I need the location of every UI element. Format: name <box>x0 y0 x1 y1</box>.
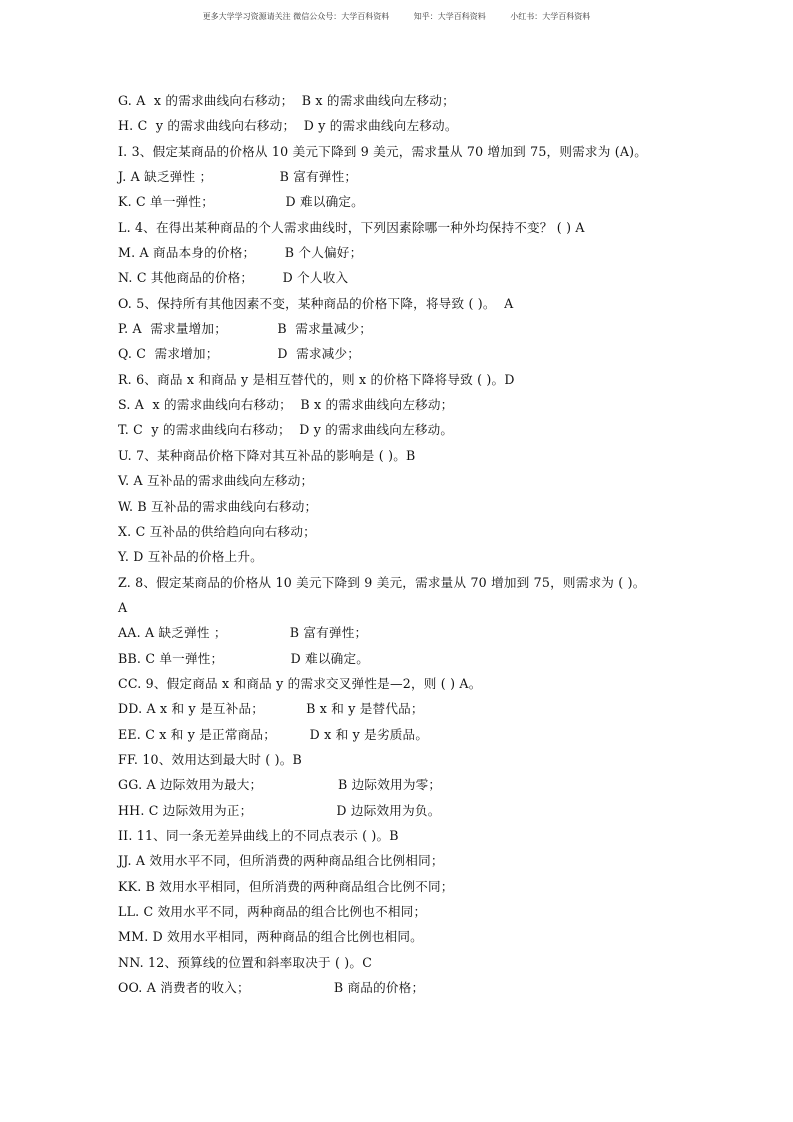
text-line: J. A 缺乏弹性 ； B 富有弹性； <box>118 169 358 185</box>
text-line: GG. A 边际效用为最大； B 边际效用为零； <box>118 777 442 793</box>
text-line: O. 5、保持所有其他因素不变，某种商品的价格下降，将导致 ( )。 A <box>118 295 514 311</box>
header-zhihu-text: 知乎：大学百科资料 <box>413 12 486 21</box>
text-line: BB. C 单一弹性； D 难以确定。 <box>118 650 370 666</box>
text-line: L. 4、在得出某种商品的个人需求曲线时，下列因素除哪一种外均保持不变？ ( ) A <box>118 219 585 235</box>
text-line: AA. A 缺乏弹性 ； B 富有弹性； <box>118 625 368 641</box>
text-line: T. C y 的需求曲线向右移动； D y 的需求曲线向左移动。 <box>118 422 454 438</box>
text-line: HH. C 边际效用为正； D 边际效用为负。 <box>118 802 441 818</box>
text-line: KK. B 效用水平相同，但所消费的两种商品组合比例不同； <box>118 878 454 894</box>
text-line: MM. D 效用水平相同，两种商品的组合比例也相同。 <box>118 929 423 945</box>
text-line: X. C 互补品的供给趋向向右移动； <box>118 523 316 539</box>
document-body <box>118 88 718 1000</box>
text-line: LL. C 效用水平不同，两种商品的组合比例也不相同； <box>118 904 427 919</box>
text-line: U. 7、某种商品价格下降对其互补品的影响是 ( )。B <box>118 447 416 463</box>
text-line: A <box>118 599 128 615</box>
text-line: R. 6、商品 x 和商品 y 是相互替代的，则 x 的价格下降将导致 ( )。D <box>118 371 515 387</box>
text-line: K. C 单一弹性； D 难以确定。 <box>118 194 364 210</box>
text-line: Y. D 互补品的价格上升。 <box>118 549 263 565</box>
text-line: H. C y 的需求曲线向右移动； D y 的需求曲线向左移动。 <box>118 118 458 134</box>
text-line: NN. 12、预算线的位置和斜率取决于 ( )。C <box>118 954 373 970</box>
text-line: Z. 8、假定某商品的价格从 10 美元下降到 9 美元，需求量从 70 增加到 75，则需求为 ( )。 <box>118 574 646 590</box>
text-line: G. A x 的需求曲线向右移动； B x 的需求曲线向左移动； <box>118 93 455 108</box>
text-line: N. C 其他商品的价格； D 个人收入 <box>118 270 349 286</box>
text-line: CC. 9、假定商品 x 和商品 y 的需求交叉弹性是—2，则 ( ) A。 <box>118 675 482 691</box>
header-xiaohongshu-text: 小红书：大学百科资料 <box>510 12 591 21</box>
text-line: P. A 需求量增加； B 需求量减少； <box>118 321 373 337</box>
text-line: Q. C 需求增加； D 需求减少； <box>118 346 361 362</box>
text-line: EE. C x 和 y 是正常商品； D x 和 y 是劣质品。 <box>118 726 429 742</box>
text-line: M. A 商品本身的价格； B 个人偏好； <box>118 245 363 261</box>
text-line: DD. A x 和 y 是互补品； B x 和 y 是替代品； <box>118 701 424 717</box>
text-line: FF. 10、效用达到最大时 ( )。B <box>118 751 302 767</box>
header-wechat-text: 更多大学学习资源请关注 微信公众号：大学百科资料 <box>202 12 390 21</box>
text-line: I. 3、假定某商品的价格从 10 美元下降到 9 美元，需求量从 70 增加到 75，则需求为 (A)。 <box>118 143 648 159</box>
text-line: V. A 互补品的需求曲线向左移动； <box>118 473 314 489</box>
page-header <box>0 11 793 22</box>
text-line: JJ. A 效用水平不同，但所消费的两种商品组合比例相同； <box>118 853 444 869</box>
text-line: S. A x 的需求曲线向右移动； B x 的需求曲线向左移动； <box>118 397 454 413</box>
text-line: OO. A 消费者的收入； B 商品的价格； <box>118 980 425 996</box>
text-line: II. 11、同一条无差异曲线上的不同点表示 ( )。B <box>118 827 399 843</box>
text-line: W. B 互补品的需求曲线向右移动； <box>118 498 318 514</box>
